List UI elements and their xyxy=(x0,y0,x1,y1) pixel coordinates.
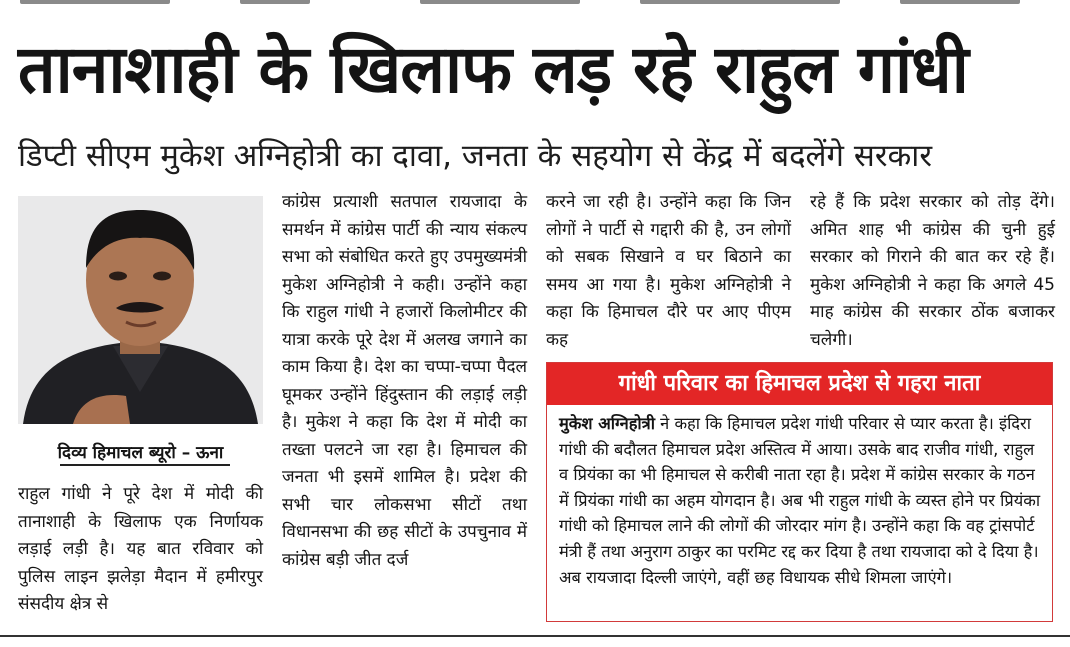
headline: तानाशाही के खिलाफ लड़ रहे राहुल गांधी xyxy=(18,31,968,108)
sidebar-box-lead: मुकेश अग्निहोत्री xyxy=(559,414,655,433)
credit-underline xyxy=(60,464,230,466)
sidebar-box xyxy=(546,362,1053,622)
sidebar-box-title: गांधी परिवार का हिमाचल प्रदेश से गहरा नाता xyxy=(547,363,1052,405)
portrait-image xyxy=(18,196,263,424)
cropped-previous-text xyxy=(0,0,1070,10)
subheadline: डिप्टी सीएम मुकेश अग्निहोत्री का दावा, जनता के सहयोग से केंद्र में बदलेंगे सरकार xyxy=(18,138,933,174)
bottom-rule xyxy=(0,635,1070,637)
article-column-3: करने जा रही है। उन्होंने कहा कि जिन लोगों ने पार्टी से गद्दारी की है, उन लोगों को सबक सिखाने व घर बिठाने का समय आ गया है। मुकेश अग्निहोत्री ने कहा कि हिमाचल दौरे पर आए पीएम कह xyxy=(546,192,791,350)
photo xyxy=(18,196,263,424)
byline-credit: दिव्य हिमाचल ब्यूरो – ऊना xyxy=(57,443,224,463)
article-column-1: राहुल गांधी ने पूरे देश में मोदी की तानाशाही के खिलाफ एक निर्णायक लड़ाई लड़ी है। यह बात रविवार को पुलिस लाइन झलेड़ा मैदान में हमीरपुर संसदीय क्षेत्र से xyxy=(18,484,263,614)
article-column-4: रहे हैं कि प्रदेश सरकार को तोड़ देंगे। अमित शाह भी कांग्रेस की चुनी हुई सरकार को गिराने की बात कर रहे हैं। मुकेश अग्निहोत्री ने कहा कि अगले 45 माह कांग्रेस की सरकार ठोंक बजाकर चलेगी। xyxy=(810,192,1055,350)
sidebar-box-body xyxy=(559,411,1045,616)
sidebar-box-text: ने कहा कि हिमाचल प्रदेश गांधी परिवार से प्यार करता है। इंदिरा गांधी की बदौलत हिमाचल प्रदेश अस्तित्व में आया। उसके बाद राजीव गांधी, राहुल व प्रियंका का भी हिमाचल से करीबी नाता रहा है। प्रदेश में कांग्रेस सरकार के गठन में प्रियंका गांधी का अहम योगदान है। अब भी राहुल गांधी के व्यस्त होने पर प्रियंका गांधी को हिमाचल लाने की लोगों की जोरदार मांग है। उन्होंने कहा कि वह ट्रांसपोर्ट मंत्री हैं तथा अनुराग ठाकुर का परमिट रद्द कर दिया है तथा रायजादा को दे दिया है। अब रायजादा दिल्ली जाएंगे, वहीं छह विधायक सीधे शिमला जाएंगे। xyxy=(559,414,1041,587)
article-column-2: कांग्रेस प्रत्याशी सतपाल रायजादा के समर्थन में कांग्रेस पार्टी की न्याय संकल्प सभा को संबोधित करते हुए उपमुख्यमंत्री मुकेश अग्निहोत्री ने कही। उन्होंने कहा कि राहुल गांधी ने हजारों किलोमीटर की यात्रा करके पूरे देश में अलख जगाने का काम किया है। देश का चप्पा-चप्पा पैदल घूमकर उन्होंने हिंदुस्तान की लड़ाई लड़ी है। मुकेश ने कहा कि देश में मोदी का तख्ता पलटने जा रहा है। हिमाचल की जनता भी इसमें शामिल है। प्रदेश की सभी चार लोकसभा सीटों तथा विधानसभा की छह सीटों के उपचुनाव में कांग्रेस बड़ी जीत दर्ज xyxy=(282,192,527,570)
